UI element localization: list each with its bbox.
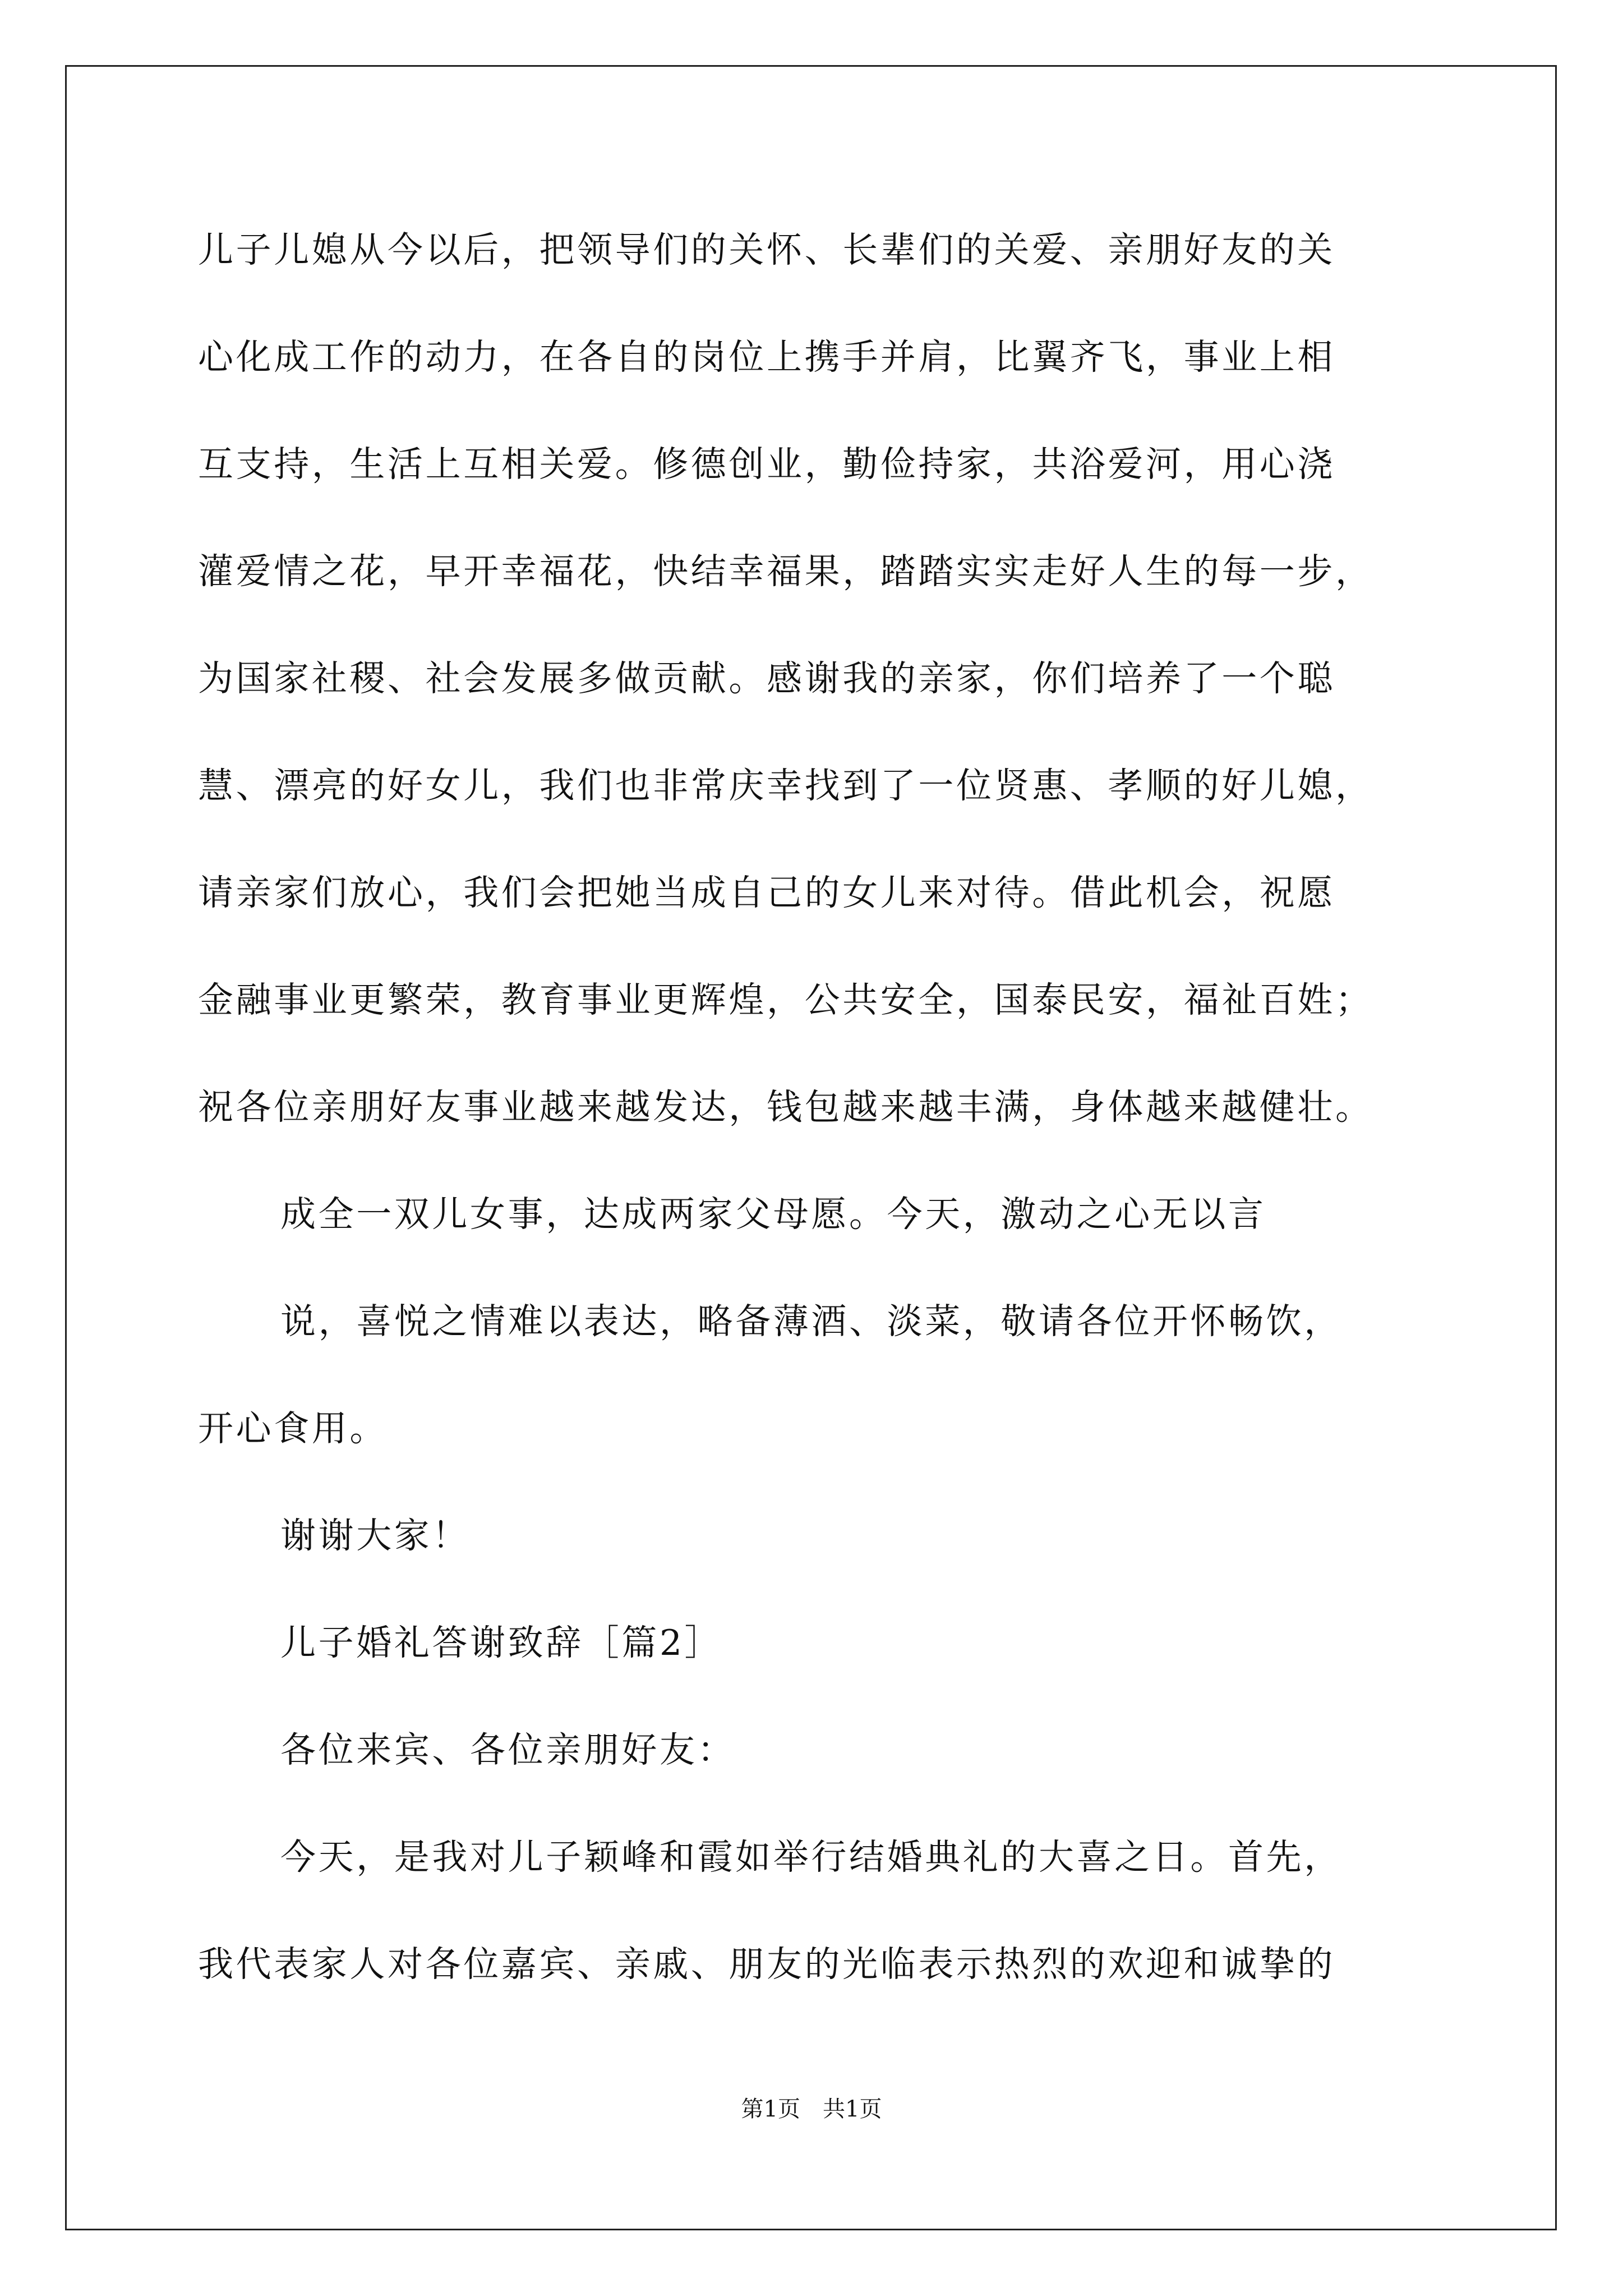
body-line: 为国家社稷、社会发展多做贡献。感谢我的亲家，你们培养了一个聪 bbox=[198, 658, 1335, 699]
page-number: 第1页 共1页 bbox=[741, 2096, 882, 2122]
salutation: 各位来宾、各位亲朋好友： bbox=[280, 1729, 736, 1770]
body-line: 灌爱情之花，早开幸福花，快结幸福果，踏踏实实走好人生的每一步， bbox=[198, 551, 1373, 592]
page-border bbox=[65, 65, 1557, 2230]
body-line: 儿子儿媳从今以后，把领导们的关怀、长辈们的关爱、亲朋好友的关 bbox=[198, 229, 1335, 270]
body-line: 开心食用。 bbox=[198, 1408, 388, 1449]
body-line: 互支持，生活上互相关爱。修德创业，勤俭持家，共浴爱河，用心浇 bbox=[198, 444, 1335, 485]
closing-line: 谢谢大家！ bbox=[280, 1515, 470, 1556]
body-line: 请亲家们放心，我们会把她当成自己的女儿来对待。借此机会，祝愿 bbox=[198, 872, 1335, 913]
paragraph-start: 今天，是我对儿子颖峰和霞如举行结婚典礼的大喜之日。首先， bbox=[280, 1837, 1342, 1878]
body-line: 慧、漂亮的好女儿，我们也非常庆幸找到了一位贤惠、孝顺的好儿媳， bbox=[198, 765, 1373, 806]
body-line: 心化成工作的动力，在各自的岗位上携手并肩，比翼齐飞，事业上相 bbox=[198, 337, 1335, 378]
body-line: 金融事业更繁荣，教育事业更辉煌，公共安全，国泰民安，福祉百姓； bbox=[198, 979, 1373, 1020]
body-line: 说，喜悦之情难以表达，略备薄酒、淡菜，敬请各位开怀畅饮， bbox=[280, 1301, 1342, 1342]
section-heading: 儿子婚礼答谢致辞［篇2］ bbox=[280, 1622, 723, 1663]
body-line: 我代表家人对各位嘉宾、亲戚、朋友的光临表示热烈的欢迎和诚挚的 bbox=[198, 1944, 1335, 1985]
body-line: 祝各位亲朋好友事业越来越发达，钱包越来越丰满，身体越来越健壮。 bbox=[198, 1087, 1373, 1128]
paragraph-start: 成全一双儿女事，达成两家父母愿。今天，激动之心无以言 bbox=[280, 1194, 1266, 1235]
